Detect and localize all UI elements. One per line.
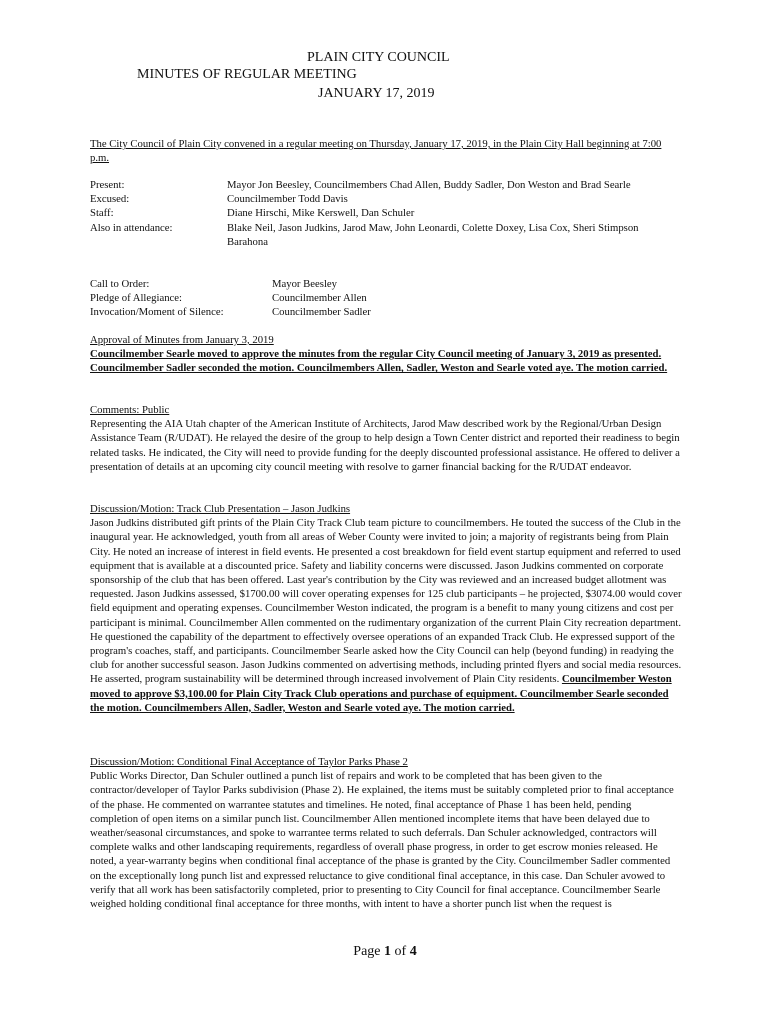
proceedings-label: Invocation/Moment of Silence:: [90, 306, 224, 319]
attendance-row-excused: [90, 192, 657, 206]
page-prefix: Page: [353, 944, 381, 959]
track-club-body: [90, 516, 682, 715]
meeting-date: JANUARY 17, 2019: [318, 86, 435, 101]
attendance-value: Councilmember Todd Davis: [227, 193, 348, 206]
public-comments-heading: Comments: Public: [90, 404, 170, 416]
taylor-parks-section: [90, 755, 682, 911]
proceedings-label: Call to Order:: [90, 278, 150, 290]
proceedings-value: Mayor Beesley: [272, 278, 337, 290]
track-club-heading: Discussion/Motion: Track Club Presentation – Jason Judkins: [90, 503, 351, 515]
public-comments-section: [90, 403, 682, 474]
track-club-motion: Councilmember Weston moved to approve $3,100.00 for Plain City Track Club operations and purchase of equipment. Councilmember Searle seconded the motion. Councilmembers Allen, Sadler, Weston and Searle voted aye. The motion carried.: [90, 673, 672, 714]
proceedings-label: Pledge of Allegiance:: [90, 292, 183, 305]
track-club-section: [90, 502, 682, 715]
taylor-parks-heading: Discussion/Motion: Conditional Final Acceptance of Taylor Parks Phase 2: [90, 756, 408, 768]
attendance-row-also: [90, 221, 657, 249]
page-number: 1: [384, 944, 392, 959]
proceedings-row-invocation: [90, 305, 371, 319]
attendance-label: Excused:: [90, 193, 130, 206]
attendance-row-present: [90, 178, 657, 192]
attendance-label: Also in attendance:: [90, 221, 173, 234]
minutes-approval-section: [90, 333, 682, 376]
attendance-value: Diane Hirschi, Mike Kerswell, Dan Schuler: [227, 207, 415, 220]
page-total: 4: [409, 944, 417, 959]
attendance-value: Mayor Jon Beesley, Councilmembers Chad Allen, Buddy Sadler, Don Weston and Brad Searle: [227, 179, 631, 191]
proceedings-row-call: [90, 277, 371, 291]
attendance-row-staff: [90, 206, 657, 220]
attendance-table: [90, 178, 657, 249]
council-title: PLAIN CITY COUNCIL: [307, 50, 450, 65]
page-footer: [0, 944, 770, 960]
minutes-title: MINUTES OF REGULAR MEETING: [137, 67, 357, 82]
attendance-value: Blake Neil, Jason Judkins, Jarod Maw, John Leonardi, Colette Doxey, Lisa Cox, Sheri Stimpson Barahona: [227, 221, 639, 248]
taylor-parks-body: Public Works Director, Dan Schuler outlined a punch list of repairs and work to be completed that has been given to the contractor/developer of Taylor Parks subdivision (Phase 2). He explained, the items must be suitably completed prior to final acceptance of the phase. He commented on warrantee statutes and timelines. He noted, final acceptance of Phase 1 has been held, pending completion of open items on a similar punch list. Councilmember Allen mentioned incomplete items that have been delayed due to weather/seasonal circumstances, and spoke to warrantee terms related to such deferrals. Dan Schuler acknowledged, contractors will complete walks and other landscaping requirements, regardless of overall phase progress, in order to get escrow monies released. He noted, a year-warranty begins when conditional final acceptance of the phase is granted by the City. Councilmember Sadler commented on the exceptionally long punch list and expressed reluctance to give conditional final acceptance, in this case. Dan Schuler avowed to verify that all work has been satisfactorily completed, prior to presenting to City Council for final acceptance. Councilmember Searle weighed holding conditional final acceptance for three months, with intent to have a shorter punch list when the request is: [90, 770, 674, 911]
page-of: of: [394, 944, 407, 959]
proceedings-value: Councilmember Sadler: [272, 306, 371, 319]
attendance-label: Present:: [90, 179, 125, 191]
proceedings-row-pledge: [90, 291, 371, 305]
track-club-body-text: Jason Judkins distributed gift prints of the Plain City Track Club team picture to councilmembers. He touted the success of the Club in the inaugural year. He acknowledged, youth from all areas of Weber County were invited to join; a majority of registrants being from Plain City. He noted an increase of interest in field events. He presented a cost breakdown for field event startup equipment and referred to used equipment that is available at a discounted price. Safety and liability concerns were discussed. Jason Judkins commented on corporate sponsorship of the club that has been offered. Last year's contribution by the City was reviewed and an increased budget allotment was requested. Jason Judkins assessed, $1700.00 will cover operating expenses for 125 club participants – he projected, $3074.00 would cover field equipment and operating expenses. Councilmember Weston indicated, the program is a benefit to many young citizens and cost per participant is minimal. Councilmember Allen commented on the rudimentary organization of the current Plain City recreation department. He questioned the capability of the department to effectively oversee operations of an expanded Track Club. He expressed support of the program's coaches, staff, and participants. Councilmember Searle asked how the City Council can help (beyond funding) in readying the club for another successful season. Jason Judkins commented on advertising methods, including printed flyers and social media resources. He asserted, program sustainability will be determined through increased involvement of Plain City residents.: [90, 517, 682, 686]
attendance-label: Staff:: [90, 207, 114, 220]
proceedings-table: [90, 277, 371, 320]
public-comments-body: Representing the AIA Utah chapter of the American Institute of Architects, Jarod Maw described work by the Regional/Urban Design Assistance Team (R/UDAT). He relayed the desire of the group to help design a Town Center district and reported their readiness to begin related tasks. He indicated, the City will need to provide funding for the deeply discounted professional assistance. He offered to deliver a presentation of details at an upcoming city council meeting with resolve to garner financial backing for the R/UDAT endeavor.: [90, 418, 680, 473]
intro-paragraph: The City Council of Plain City convened in a regular meeting on Thursday, January 17, 2019, in the Plain City Hall beginning at 7:00 p.m.: [90, 138, 662, 165]
minutes-approval-motion: Councilmember Searle moved to approve the minutes from the regular City Council meeting of January 3, 2019 as presented. Councilmember Sadler seconded the motion. Councilmembers Allen, Sadler, Weston and Searle voted aye. The motion carried.: [90, 348, 668, 375]
minutes-approval-heading: Approval of Minutes from January 3, 2019: [90, 334, 274, 346]
proceedings-value: Councilmember Allen: [272, 292, 367, 305]
